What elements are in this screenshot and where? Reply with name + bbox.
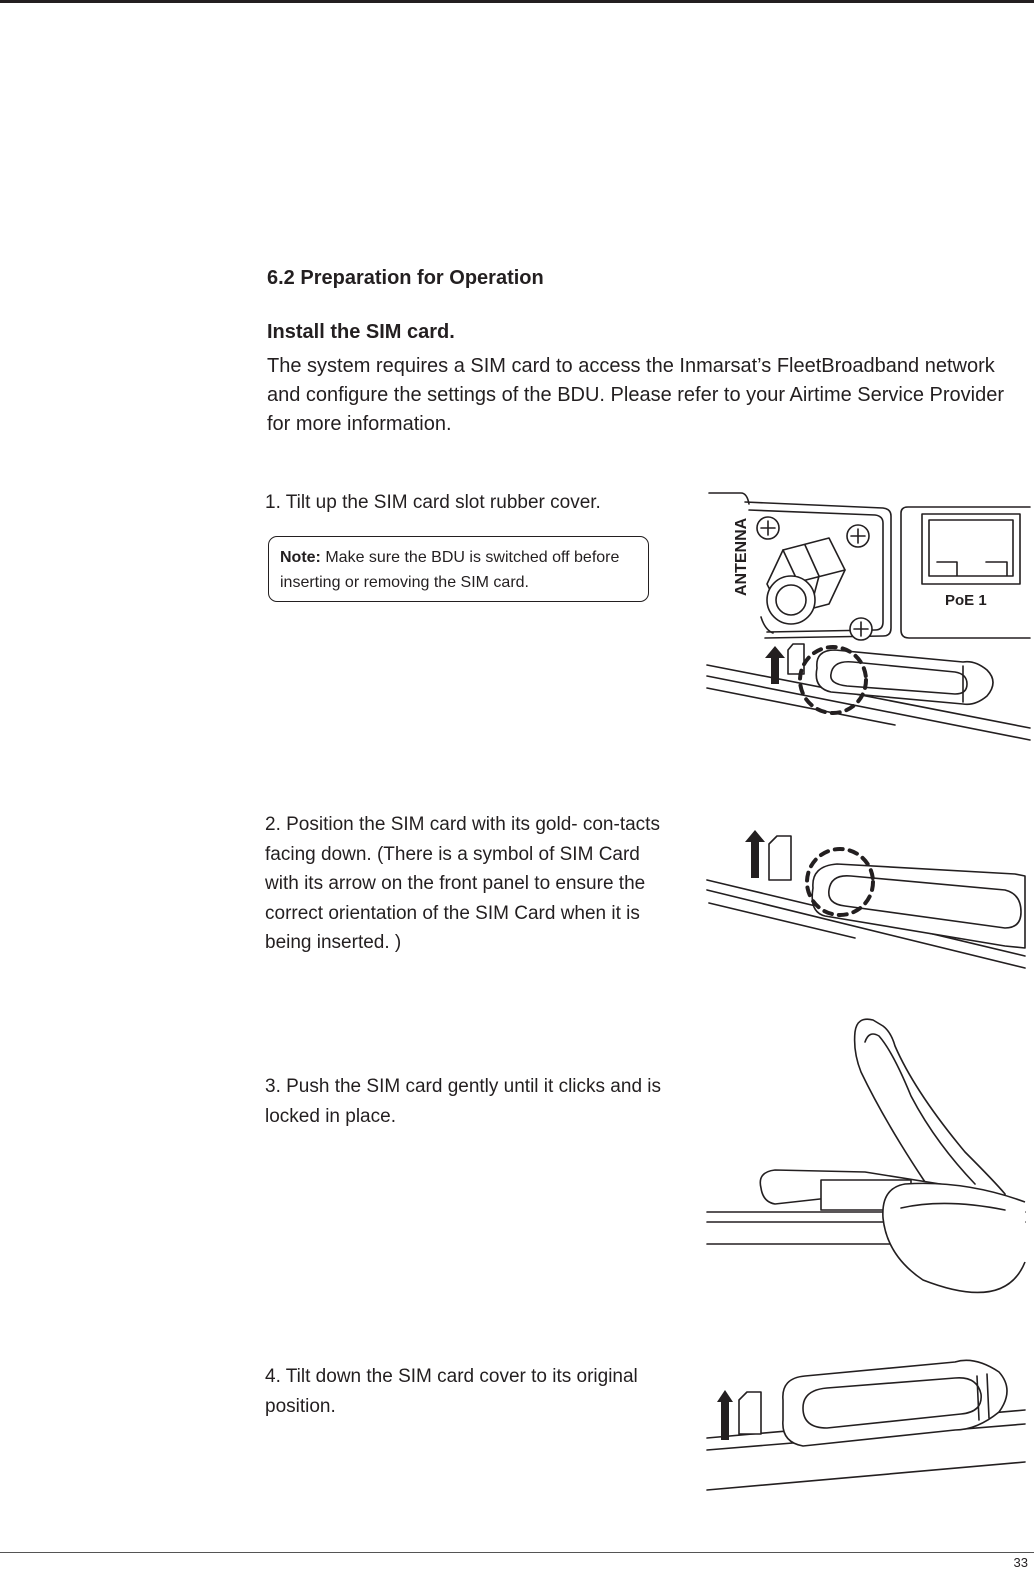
figure-cover-closed [705, 1350, 1034, 1495]
finger-icon [883, 1183, 1025, 1292]
screw-icon [847, 525, 869, 547]
step-2-text: 2. Position the SIM card with its gold- con-tacts facing down. (There is a symbol of SIM Card with its arrow on the front panel to ensure the correct orientation of the SIM Card when it is being inserted. ) [265, 814, 660, 953]
top-rule [0, 0, 1034, 3]
sim-direction-arrow-icon [717, 1390, 761, 1440]
intro-paragraph: The system requires a SIM card to access the Inmarsat’s FleetBroadband network and configure the settings of the BDU. Please refer to your Airtime Service Provider for more information. [267, 355, 1005, 435]
page-number: 33 [1013, 1555, 1028, 1570]
subsection-title: Install the SIM card. [267, 321, 455, 343]
screw-icon [850, 618, 872, 640]
port-label: PoE 1 [945, 592, 987, 609]
section-title: 6.2 Preparation for Operation [267, 267, 544, 289]
bottom-rule [0, 1552, 1034, 1553]
note-label: Note: [280, 549, 321, 566]
step-1-text: 1. Tilt up the SIM card slot rubber cover. [265, 492, 601, 513]
note-box [268, 536, 649, 602]
antenna-label: ANTENNA [733, 517, 750, 596]
step-4-text: 4. Tilt down the SIM card cover to its original position. [265, 1366, 638, 1417]
sim-slot-cover [816, 650, 993, 704]
screw-icon [757, 517, 779, 539]
figure-sim-orientation [705, 828, 1034, 973]
antenna-connector-icon [767, 538, 845, 624]
figure-front-panel [705, 490, 1034, 745]
sim-slot-cover [783, 1360, 1007, 1446]
figure-push-sim [705, 1012, 1034, 1282]
ethernet-port-icon [922, 514, 1020, 584]
note-text: Make sure the BDU is switched off before inserting or removing the SIM card. [280, 549, 620, 591]
step-3-text: 3. Push the SIM card gently until it clicks and is locked in place. [265, 1076, 662, 1127]
sim-direction-arrow-icon [745, 830, 791, 880]
